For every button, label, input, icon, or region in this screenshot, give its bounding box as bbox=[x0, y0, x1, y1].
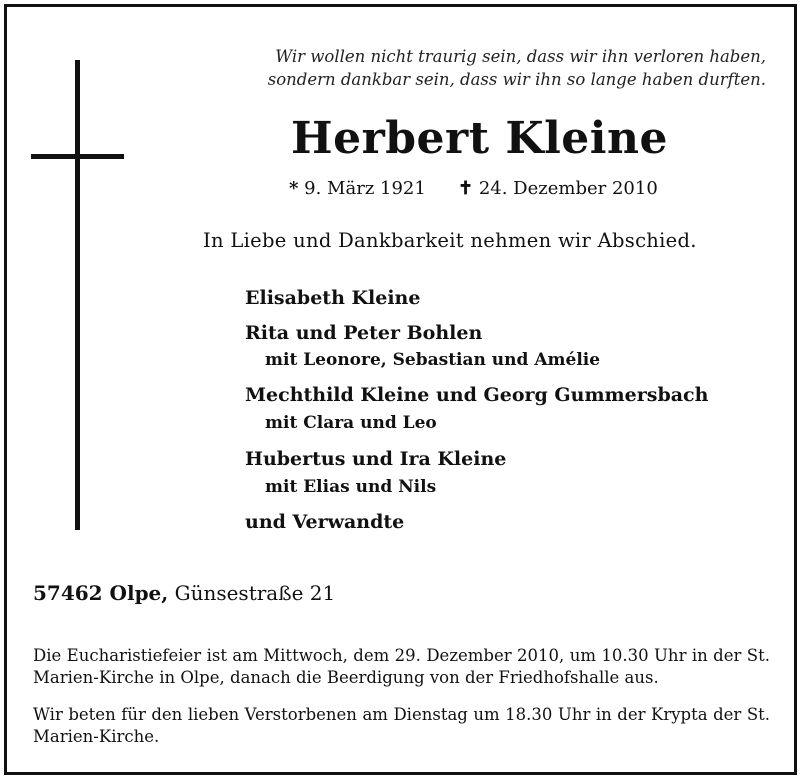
mourner-children: mit Clara und Leo bbox=[265, 413, 437, 433]
mourner-name: Mechthild Kleine und Georg Gummersbach bbox=[245, 384, 709, 406]
quote-line-1: Wir wollen nicht traurig sein, dass wir ihn verloren haben, bbox=[275, 47, 766, 66]
death-date-text: 24. Dezember 2010 bbox=[478, 178, 658, 199]
mourner-name: Rita und Peter Bohlen bbox=[245, 322, 483, 344]
mourner-children: mit Elias und Nils bbox=[265, 477, 437, 497]
mourner-name: und Verwandte bbox=[245, 511, 405, 533]
deceased-name: Herbert Kleine bbox=[291, 113, 668, 164]
birth-star-icon: * bbox=[289, 178, 299, 199]
mourner-name: Hubertus und Ira Kleine bbox=[245, 448, 507, 470]
family-address bbox=[33, 581, 335, 605]
prayer-info: Wir beten für den lieben Verstorbenen am Dienstag um 18.30 Uhr in der Krypta der St. Marien-Kirche. bbox=[33, 705, 770, 746]
cross-icon-bar bbox=[31, 154, 124, 159]
death-date bbox=[458, 178, 658, 199]
address-city: 57462 Olpe, bbox=[33, 581, 169, 605]
birth-date bbox=[289, 178, 426, 199]
service-info: Die Eucharistiefeier ist am Mittwoch, dem 29. Dezember 2010, um 10.30 Uhr in der St. Marien-Kirche in Olpe, danach die Beerdigung von der Friedhofshalle aus. bbox=[33, 646, 770, 687]
cross-icon bbox=[75, 60, 80, 530]
farewell-text: In Liebe und Dankbarkeit nehmen wir Abschied. bbox=[203, 229, 697, 252]
mourner-children: mit Leonore, Sebastian und Amélie bbox=[265, 350, 601, 370]
address-street: Günsestraße 21 bbox=[174, 581, 336, 605]
mourner-name: Elisabeth Kleine bbox=[245, 287, 421, 309]
birth-date-text: 9. März 1921 bbox=[304, 178, 426, 199]
quote-line-2: sondern dankbar sein, dass wir ihn so lange haben durften. bbox=[267, 70, 766, 89]
death-cross-icon: ✝ bbox=[458, 178, 474, 199]
